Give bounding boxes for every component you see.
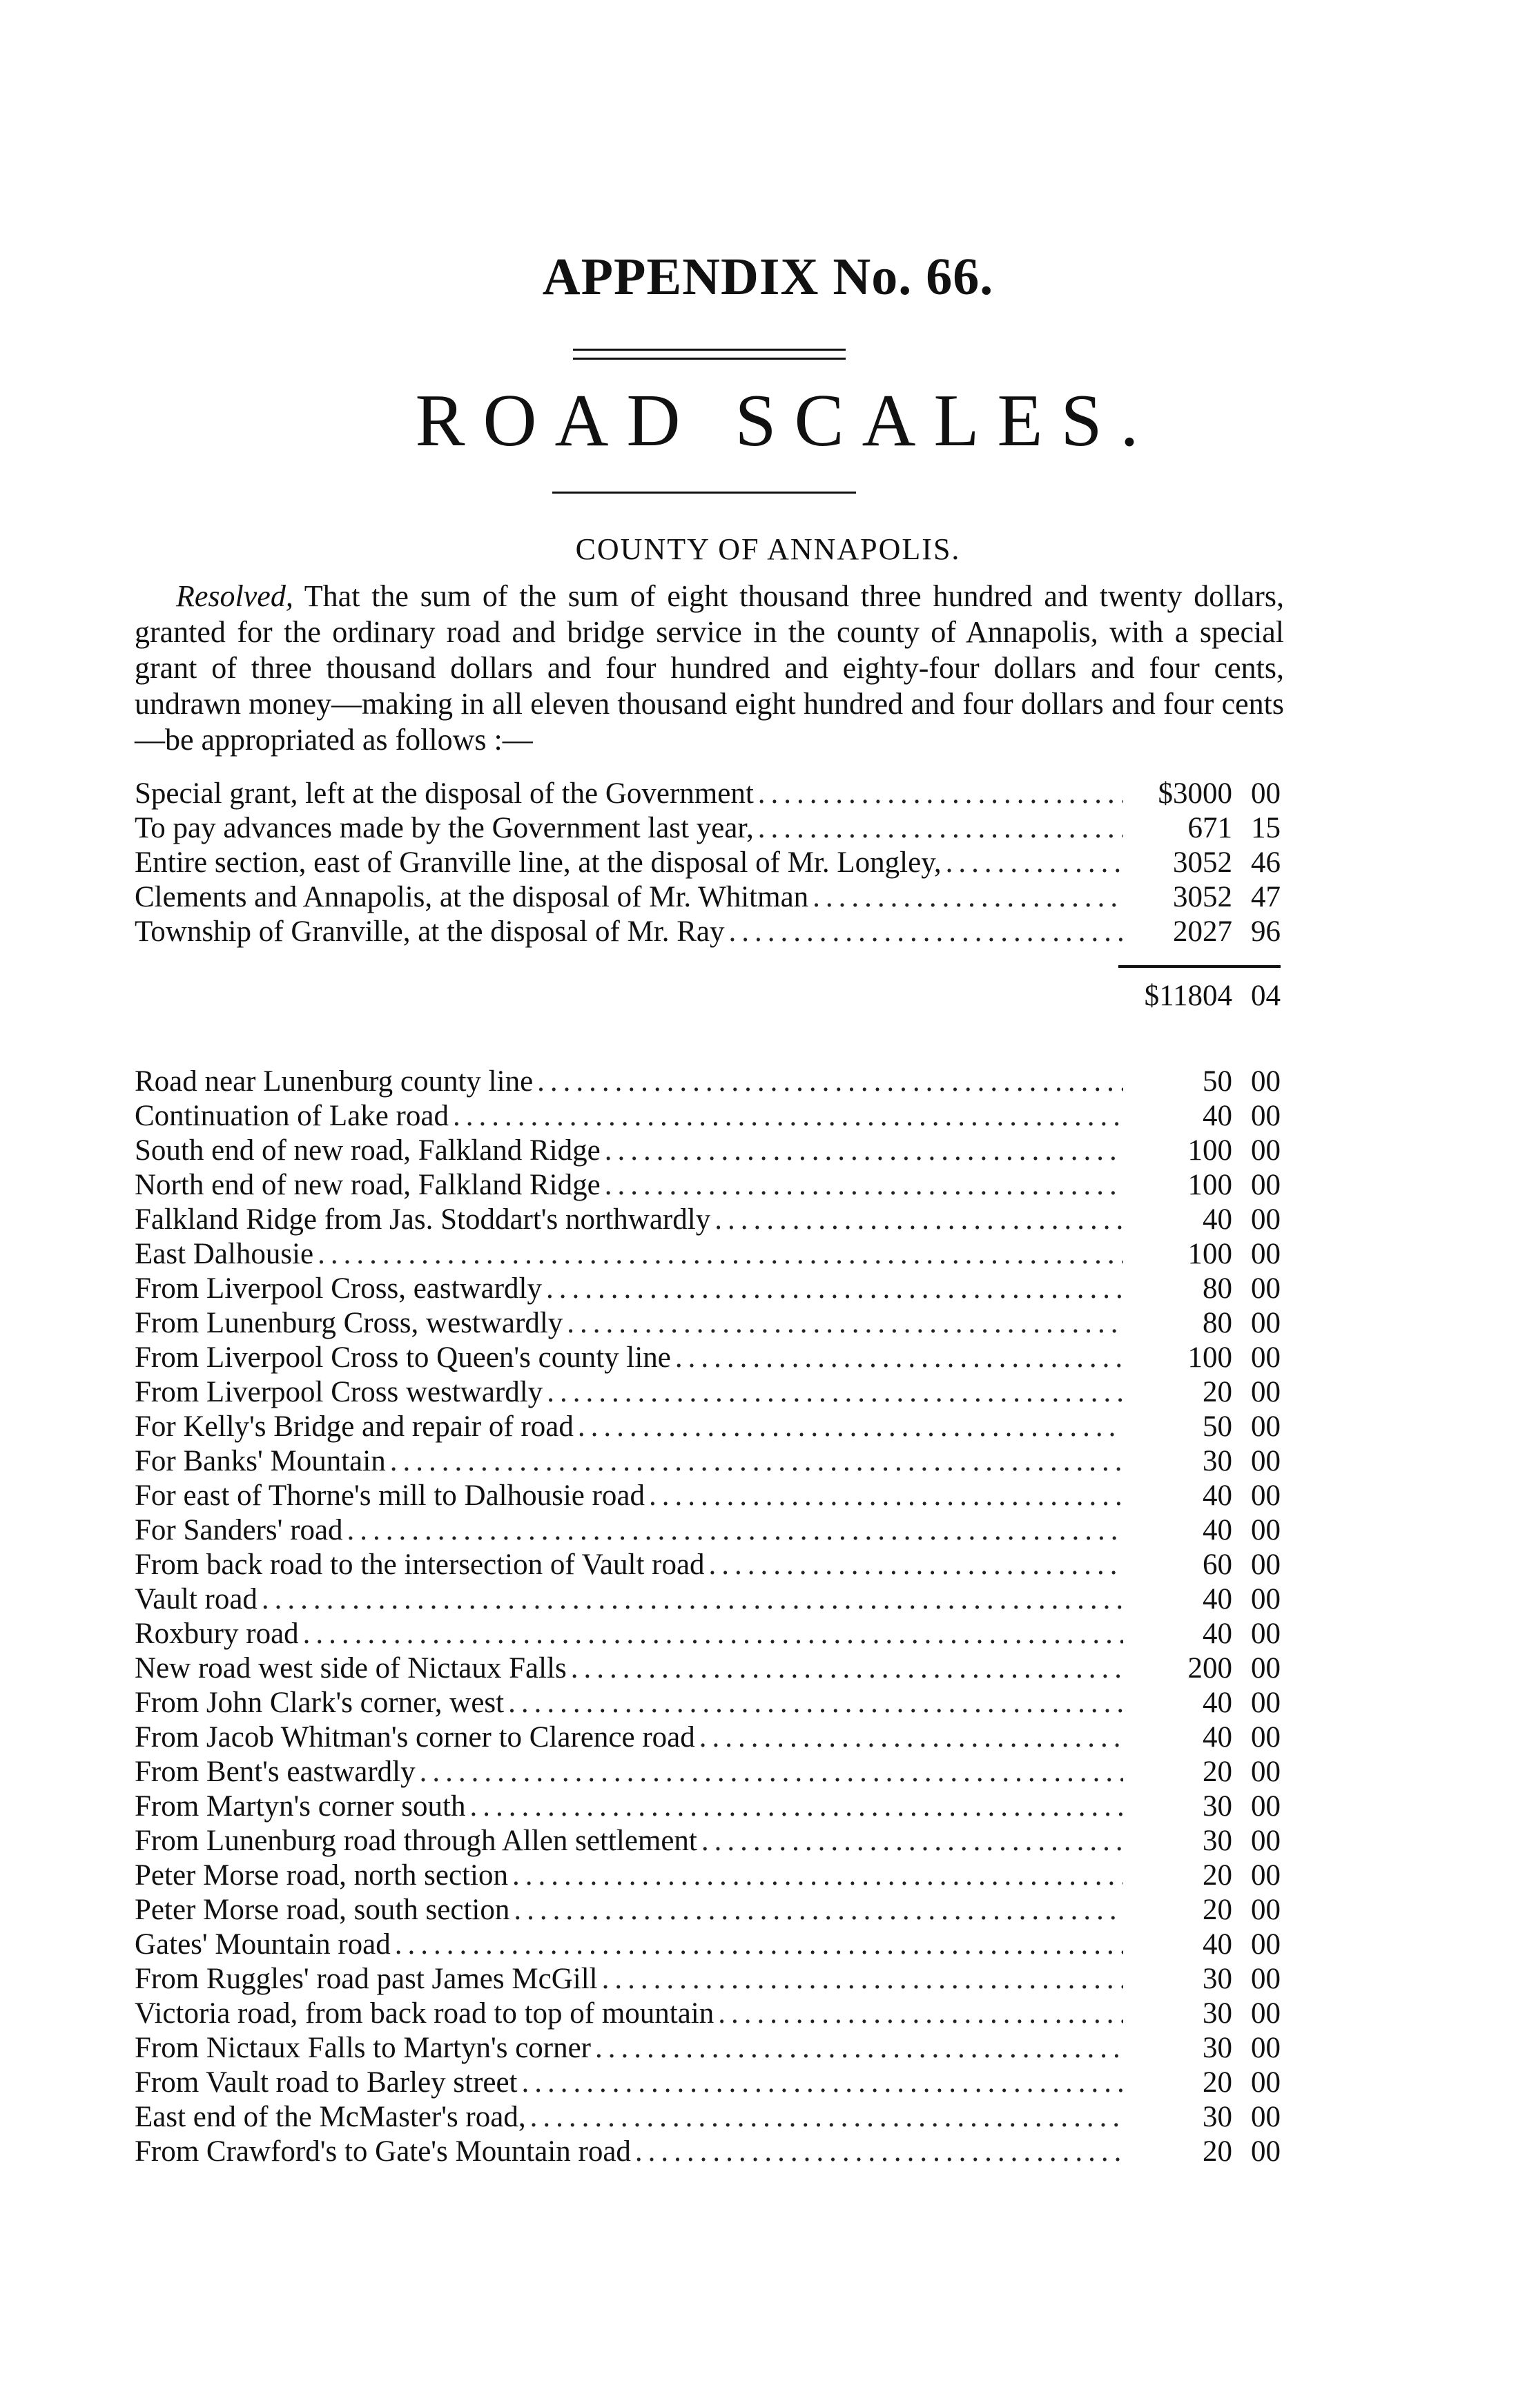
road-row [135,1341,1281,1375]
road-cents: 00 [1251,1548,1281,1581]
road-amount: 20 [1203,1894,1232,1926]
road-amount: 30 [1203,1963,1232,1995]
road-amount: 20 [1203,2135,1232,2168]
road-row [135,2066,1281,2100]
leader-dots [601,1134,1123,1168]
road-cents: 00 [1251,2135,1281,2168]
road-amount: 30 [1203,1445,1232,1477]
road-row [135,1479,1281,1513]
leader-dots [710,1203,1123,1237]
road-cents: 00 [1251,1756,1281,1788]
grant-cents: 47 [1251,881,1281,913]
road-row [135,1824,1281,1858]
road-row [135,1134,1281,1168]
road-cents: 00 [1251,1997,1281,2030]
road-cents: 00 [1251,1169,1281,1201]
road-amount: 20 [1203,1376,1232,1408]
road-label: From Lunenburg road through Allen settlement [135,1825,697,1857]
road-label: Gates' Mountain road [135,1928,391,1961]
road-amount: 30 [1203,1790,1232,1823]
road-amount: 80 [1203,1307,1232,1339]
road-cents: 00 [1251,1790,1281,1823]
road-row [135,1582,1281,1617]
county-heading: COUNTY OF ANNAPOLIS. [575,532,961,566]
road-cents: 00 [1251,1203,1281,1236]
road-label: From Vault road to Barley street [135,2066,518,2099]
leader-dots [563,1306,1123,1341]
road-label: From Liverpool Cross to Queen's county line [135,1341,671,1374]
road-cents: 00 [1251,1859,1281,1892]
road-row [135,1755,1281,1789]
grant-row [135,880,1281,915]
leader-dots [695,1720,1123,1755]
leader-dots [705,1548,1123,1582]
road-cents: 00 [1251,1963,1281,1995]
leader-dots [543,1375,1123,1410]
road-amount: 40 [1203,1928,1232,1961]
road-amount: 200 [1187,1652,1232,1684]
road-amount: 40 [1203,1479,1232,1512]
sum-rule [1118,965,1281,968]
road-cents: 00 [1251,1514,1281,1546]
road-cents: 00 [1251,1583,1281,1615]
total-row [1105,979,1281,1018]
leader-dots [343,1513,1123,1548]
road-cents: 00 [1251,2101,1281,2133]
road-amount: 30 [1203,2101,1232,2133]
road-cents: 00 [1251,1134,1281,1167]
leader-dots [526,2100,1123,2135]
leader-dots [754,811,1123,846]
road-label: From Martyn's corner south [135,1790,466,1823]
road-amount: 40 [1203,1721,1232,1754]
road-label: Victoria road, from back road to top of mountain [135,1997,714,2030]
road-label: For Sanders' road [135,1514,343,1546]
leader-dots [697,1824,1123,1858]
road-amount: 100 [1187,1341,1232,1374]
grant-label: Township of Granville, at the disposal of Mr. Ray [135,915,725,948]
road-amount: 80 [1203,1272,1232,1305]
road-label: Falkland Ridge from Jas. Stoddart's northwardly [135,1203,711,1236]
road-row [135,1858,1281,1893]
road-label: Roxbury road [135,1618,299,1650]
leader-dots [299,1617,1123,1651]
road-row [135,2135,1281,2169]
leader-dots [542,1272,1123,1306]
road-row [135,1306,1281,1341]
road-cents: 00 [1251,1825,1281,1857]
road-row [135,1651,1281,1686]
leader-dots [449,1099,1123,1134]
road-amount: 20 [1203,2066,1232,2099]
road-cents: 00 [1251,1376,1281,1408]
road-label: From John Clark's corner, west [135,1687,505,1719]
grant-cents: 15 [1251,812,1281,844]
road-cents: 00 [1251,1894,1281,1926]
road-amount: 100 [1187,1169,1232,1201]
road-cents: 00 [1251,2066,1281,2099]
resolution-paragraph [135,579,1284,758]
road-row [135,1168,1281,1203]
appendix-heading: APPENDIX No. 66. [542,248,994,306]
leader-dots [808,880,1123,915]
road-amount: 20 [1203,1756,1232,1788]
road-cents: 00 [1251,1618,1281,1650]
road-amount: 30 [1203,1825,1232,1857]
road-row [135,1686,1281,1720]
road-row [135,1789,1281,1824]
leader-dots [631,2135,1123,2169]
road-label: South end of new road, Falkland Ridge [135,1134,601,1167]
leader-dots [518,2066,1123,2100]
road-row [135,1375,1281,1410]
grant-label: Special grant, left at the disposal of the Government [135,777,754,810]
road-label: From Nictaux Falls to Martyn's corner [135,2032,591,2064]
road-row [135,1928,1281,1962]
double-rule [573,349,846,360]
grant-row [135,777,1281,811]
road-label: Continuation of Lake road [135,1100,449,1132]
leader-dots [714,1997,1123,2031]
road-row [135,1617,1281,1651]
leader-dots [509,1893,1123,1928]
total-cents: 04 [1251,980,1281,1012]
road-label: Road near Lunenburg county line [135,1065,534,1098]
leader-dots [504,1686,1123,1720]
road-row [135,1444,1281,1479]
leader-dots [391,1928,1123,1962]
grant-label: Entire section, east of Granville line, at the disposal of Mr. Longley, [135,846,942,879]
road-cents: 00 [1251,1100,1281,1132]
leader-dots [567,1651,1123,1686]
road-cents: 00 [1251,1307,1281,1339]
road-amount: 40 [1203,1583,1232,1615]
road-label: Peter Morse road, north section [135,1859,508,1892]
road-cents: 00 [1251,1652,1281,1684]
road-cents: 00 [1251,1687,1281,1719]
road-label: North end of new road, Falkland Ridge [135,1169,601,1201]
road-cents: 00 [1251,2032,1281,2064]
road-cents: 00 [1251,1479,1281,1512]
road-label: For Kelly's Bridge and repair of road [135,1410,574,1443]
leader-dots [416,1755,1123,1789]
road-label: From Crawford's to Gate's Mountain road [135,2135,631,2168]
road-label: From back road to the intersection of Vault road [135,1548,705,1581]
road-amount: 30 [1203,2032,1232,2064]
road-amount: 60 [1203,1548,1232,1581]
road-label: New road west side of Nictaux Falls [135,1652,567,1684]
road-cents: 00 [1251,1928,1281,1961]
leader-dots [508,1858,1123,1893]
road-label: Peter Morse road, south section [135,1894,510,1926]
total-amount: $11804 [1144,980,1232,1012]
road-label: Vault road [135,1583,257,1615]
road-row [135,2100,1281,2135]
grant-amount: $3000 [1158,777,1232,810]
grant-amount: 3052 [1173,881,1232,913]
road-row [135,1272,1281,1306]
road-amount: 40 [1203,1618,1232,1650]
road-cents: 00 [1251,1341,1281,1374]
road-amount: 50 [1203,1065,1232,1098]
road-label: For east of Thorne's mill to Dalhousie road [135,1479,645,1512]
road-amount: 30 [1203,1997,1232,2030]
road-cents: 00 [1251,1410,1281,1443]
leader-dots [386,1444,1123,1479]
road-cents: 00 [1251,1065,1281,1098]
road-row [135,1065,1281,1099]
leader-dots [591,2031,1123,2066]
grant-cents: 96 [1251,915,1281,948]
leader-dots [466,1789,1124,1824]
road-row [135,1893,1281,1928]
road-cents: 00 [1251,1238,1281,1270]
road-row [135,1962,1281,1997]
grant-row [135,915,1281,949]
leader-dots [533,1065,1123,1099]
grant-label: To pay advances made by the Government last year, [135,812,754,844]
road-amount: 40 [1203,1100,1232,1132]
page-title: ROAD SCALES. [415,380,1157,462]
road-label: From Ruggles' road past James McGill [135,1963,598,1995]
road-cents: 00 [1251,1445,1281,1477]
grant-amount: 3052 [1173,846,1232,879]
road-amount: 100 [1187,1134,1232,1167]
road-label: From Lunenburg Cross, westwardly [135,1307,563,1339]
road-row [135,1099,1281,1134]
leader-dots [942,846,1123,880]
road-row [135,1548,1281,1582]
leader-dots [754,777,1123,811]
road-label: East end of the McMaster's road, [135,2101,526,2133]
grant-cents: 46 [1251,846,1281,879]
leader-dots [724,915,1123,949]
grant-row [135,846,1281,880]
road-amount: 20 [1203,1859,1232,1892]
leader-dots [671,1341,1123,1375]
road-amount: 100 [1187,1238,1232,1270]
road-row [135,1513,1281,1548]
road-label: From Liverpool Cross, eastwardly [135,1272,542,1305]
road-label: From Bent's eastwardly [135,1756,416,1788]
road-label: From Jacob Whitman's corner to Clarence road [135,1721,695,1754]
leader-dots [601,1168,1123,1203]
road-amount: 40 [1203,1687,1232,1719]
resolution-lead: Resolved, [176,579,293,613]
road-amount: 40 [1203,1203,1232,1236]
grant-cents: 00 [1251,777,1281,810]
leader-dots [313,1237,1123,1272]
grant-amount: 2027 [1173,915,1232,948]
leader-dots [598,1962,1123,1997]
grant-label: Clements and Annapolis, at the disposal of Mr. Whitman [135,881,809,913]
road-label: For Banks' Mountain [135,1445,386,1477]
road-row [135,1410,1281,1444]
road-cents: 00 [1251,1721,1281,1754]
leader-dots [574,1410,1123,1444]
road-amount: 40 [1203,1514,1232,1546]
resolution-text: That the sum of the sum of eight thousand three hundred and twenty dollars, granted for the ordinary road and bridge service in the county of Annapolis, with a special grant of three thousand dollars and four hundred and eighty-four dollars and four cents, undrawn money—making in all eleven thousand eight hundred and four dollars and four cents—be appropriated as follows :— [135,579,1284,757]
leader-dots [257,1582,1123,1617]
road-cents: 00 [1251,1272,1281,1305]
road-row [135,1237,1281,1272]
title-rule [552,492,856,494]
leader-dots [645,1479,1123,1513]
road-row [135,1203,1281,1237]
road-label: From Liverpool Cross westwardly [135,1376,543,1408]
road-label: East Dalhousie [135,1238,314,1270]
road-row [135,1720,1281,1755]
road-row [135,2031,1281,2066]
grant-row [135,811,1281,846]
road-row [135,1997,1281,2031]
road-amount: 50 [1203,1410,1232,1443]
grant-amount: 671 [1187,812,1232,844]
